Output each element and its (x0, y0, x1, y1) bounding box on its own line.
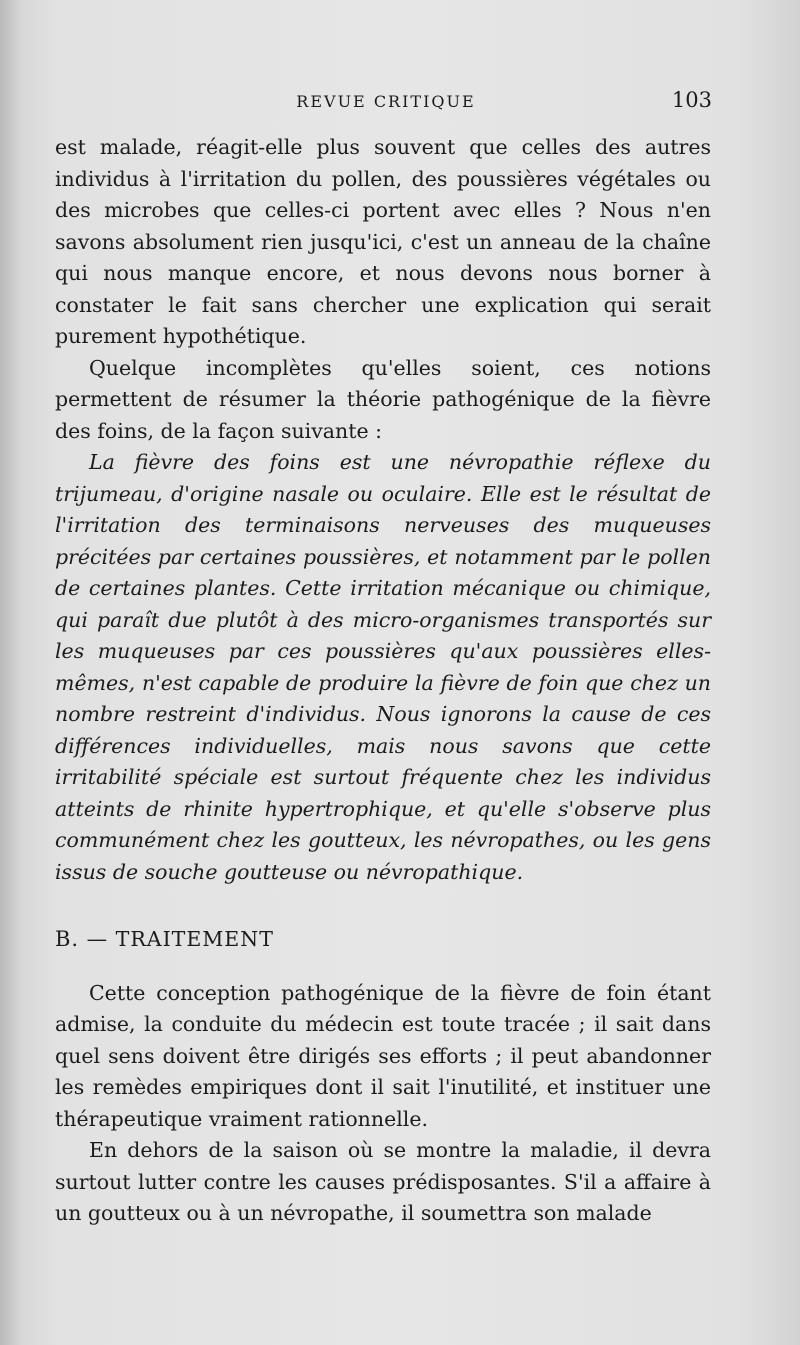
paragraph-conception: Cette conception pathogénique de la fièvre de foin étant admise, la conduite du médecin est toute tracée ; il sait dans quel sens doivent être dirigés ses efforts ; il peut abandonner les remèdes empiriques dont il sait l'inutilité, et instituer une thérapeutique vraiment rationnelle. (55, 980, 711, 1131)
section-title: TRAITEMENT (115, 927, 274, 951)
section-heading (55, 924, 711, 956)
paragraph-season: En dehors de la saison où se montre la maladie, il devra surtout lutter contre les causes prédisposantes. S'il a affaire à un goutteux ou à un névropathe, il soumettra son malade (55, 1138, 711, 1225)
section-letter: B. (55, 927, 80, 951)
page-header (60, 88, 712, 118)
running-title: REVUE CRITIQUE (296, 92, 476, 111)
paragraph-theory-italic: La fièvre des foins est une névropathie réflexe du trijumeau, d'origine nasale ou oculaire. Elle est le résultat de l'irritation des terminaisons nerveuses des muqueuses précitées par certaines poussières, et notamment par le pollen de certaines plantes. Cette irritation mécanique ou chimique, qui paraît due plutôt à des micro-organismes transportés sur les muqueuses par ces poussières qu'aux poussières elles-mêmes, n'est capable de produire la fièvre de foin que chez un nombre restreint d'individus. Nous ignorons la cause de ces différences individuelles, mais nous savons que cette irritabilité spéciale est surtout fréquente chez les individus atteints de rhinite hypertrophique, et qu'elle s'observe plus communément chez les goutteux, les névropathes, ou les gens issus de souche goutteuse ou névropathique. (55, 450, 711, 884)
page-body (55, 132, 711, 1230)
page-number: 103 (671, 88, 712, 112)
paragraph-notions: Quelque incomplètes qu'elles soient, ces notions permettent de résumer la théorie pathogénique de la fièvre des foins, de la façon suivante : (55, 355, 711, 443)
paragraph-continued: est malade, réagit-elle plus souvent que celles des autres individus à l'irritation du pollen, des poussières végétales ou des microbes que celles-ci portent avec elles ? Nous n'en savons absolument rien jusqu'ici, c'est un anneau de la chaîne qui nous manque encore, et nous devons nous borner à constater le fait sans chercher une explication qui serait purement hypothétique. (55, 135, 711, 348)
section-dash: — (86, 927, 109, 951)
